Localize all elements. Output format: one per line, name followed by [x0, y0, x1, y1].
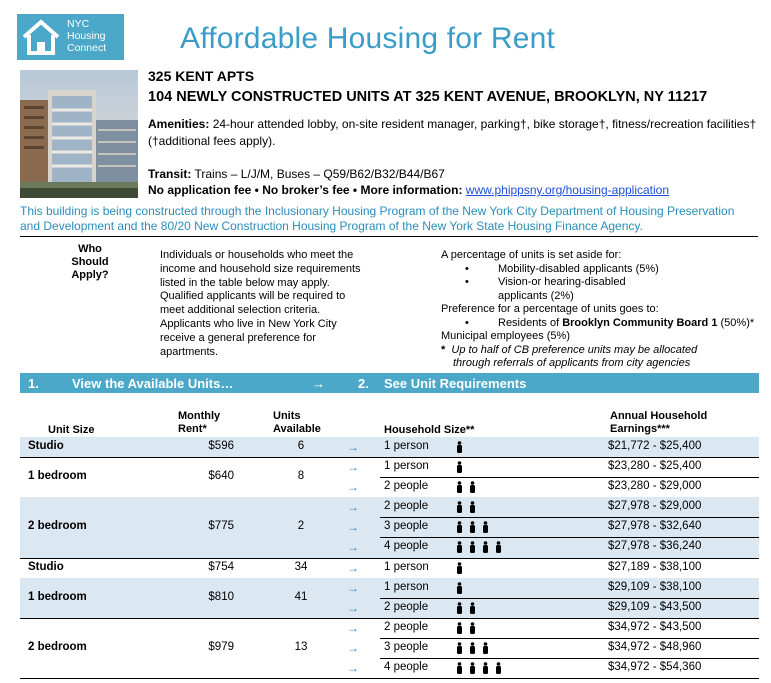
person-icon [457, 501, 462, 513]
people-icons [457, 501, 517, 514]
unit-group [20, 618, 759, 678]
person-icon [457, 481, 462, 493]
eligibility-line: Applicants who live in New York City [160, 317, 337, 330]
annual-earnings: $34,972 - $43,500 [608, 620, 702, 633]
household-size: 1 person [384, 560, 429, 573]
header-rent-line: Rent* [178, 423, 207, 435]
steps-bar [20, 373, 759, 393]
transit-label: Transit: [148, 167, 192, 181]
eligibility-line: Individuals or households who meet the [160, 249, 354, 261]
footnote [441, 344, 766, 358]
header-rent-line: Monthly [178, 410, 221, 422]
header-units-line: Available [273, 423, 321, 435]
step-1-label: View the Available Units… [72, 376, 234, 391]
household-size: 3 people [384, 640, 429, 653]
set-aside-section [441, 249, 766, 371]
step-1-number: 1. [28, 376, 39, 391]
logo-line-2: Housing [67, 30, 106, 42]
annual-earnings: $27,978 - $36,240 [608, 540, 702, 553]
footnote-star: * [441, 343, 446, 356]
arrow-icon: → [347, 520, 359, 535]
header-units [273, 410, 321, 436]
footnote-line: through referrals of applicants from city agencies [453, 357, 691, 369]
page-title: Affordable Housing for Rent [180, 22, 556, 55]
row-divider [380, 537, 759, 538]
unit-size: Studio [28, 440, 64, 453]
person-icon [470, 662, 475, 674]
header-household: Household Size** [384, 424, 475, 436]
unit-group [20, 558, 759, 578]
row-divider [380, 517, 759, 518]
unit-size: Studio [28, 560, 64, 573]
eligibility-line: Qualified applicants will be required to [160, 290, 346, 303]
people-icons [457, 562, 517, 575]
arrow-icon: → [347, 480, 359, 495]
row-divider [380, 477, 759, 478]
row-divider [20, 678, 759, 679]
person-icon [470, 522, 475, 534]
units-available: 8 [297, 470, 305, 483]
eligibility-text [160, 249, 390, 359]
amenities-label: Amenities: [148, 117, 210, 131]
people-icons [457, 441, 517, 454]
building-address: 104 NEWLY CONSTRUCTED UNITS AT 325 KENT AVENUE, BROOKLYN, NY 11217 [148, 89, 708, 105]
eligibility-line: listed in the table below may apply. [160, 276, 330, 289]
person-icon [457, 562, 462, 574]
annual-earnings: $21,772 - $25,400 [608, 440, 702, 452]
preference-intro: Preference for a percentage of units goes to: [441, 303, 659, 315]
household-size: 1 person [384, 460, 429, 473]
municipal-preference: Municipal employees (5%) [441, 330, 570, 342]
monthly-rent: $754 [208, 560, 234, 573]
unit-size: 1 bedroom [28, 470, 87, 483]
set-aside-item: • Vision-or hearing-disabled [465, 276, 626, 288]
household-size: 2 people [384, 620, 429, 633]
household-size: 2 people [384, 600, 429, 613]
eligibility-line: apartments. [160, 345, 219, 358]
row-divider [380, 598, 759, 599]
fees-info [148, 183, 669, 197]
step-2-number: 2. [358, 376, 369, 391]
person-icon [470, 542, 475, 554]
people-icons [457, 481, 517, 494]
annual-earnings: $34,972 - $54,360 [608, 661, 702, 674]
header-earnings-line: Earnings*** [610, 423, 670, 435]
who-should-apply-heading [60, 243, 120, 282]
set-aside-item: • Mobility-disabled applicants (5%) [465, 262, 659, 275]
arrow-icon: → [347, 580, 359, 595]
preference-pct: (50%)* [717, 316, 755, 329]
arrow-icon: → [312, 376, 325, 391]
arrow-icon: → [347, 600, 359, 615]
arrow-icon: → [347, 500, 359, 515]
units-available: 6 [297, 440, 305, 453]
person-icon [457, 542, 462, 554]
person-icon [457, 441, 462, 453]
eligibility-line: income and household size requirements [160, 262, 361, 275]
who-heading-line: Should [71, 256, 109, 268]
annual-earnings: $27,189 - $38,100 [608, 560, 702, 573]
household-size: 2 people [384, 500, 429, 513]
people-icons [457, 461, 517, 474]
person-icon [457, 582, 462, 594]
header-earnings [610, 410, 707, 436]
eligibility-line: meet additional selection criteria. [160, 304, 321, 317]
monthly-rent: $810 [208, 590, 234, 603]
household-size: 2 people [384, 480, 429, 493]
footnote-line: Up to half of CB preference units may be allocated [451, 343, 698, 356]
person-icon [470, 481, 475, 493]
annual-earnings: $23,280 - $25,400 [608, 460, 702, 473]
house-icon [21, 18, 61, 56]
arrow-icon: → [347, 460, 359, 475]
annual-earnings: $27,978 - $32,640 [608, 520, 702, 533]
header-rent [178, 410, 220, 436]
transit-text: Trains – L/J/M, Buses – Q59/B62/B32/B44/B67 [194, 167, 445, 181]
person-icon [470, 602, 475, 614]
person-icon [483, 642, 488, 654]
person-icon [470, 642, 475, 654]
building-photo [20, 70, 138, 198]
annual-earnings: $27,978 - $29,000 [608, 500, 702, 513]
set-aside-intro: A percentage of units is set aside for: [441, 249, 622, 261]
arrow-icon: → [347, 440, 359, 454]
nyc-housing-connect-logo [17, 14, 124, 60]
amenities-text: 24-hour attended lobby, on-site resident manager, parking†, bike storage†, fitness/recreation facilities† (†additional fees apply). [148, 117, 757, 148]
header-units-line: Units [273, 410, 301, 422]
row-divider [380, 658, 759, 659]
logo-line-3: Connect [67, 42, 107, 54]
header-earnings-line: Annual Household [610, 410, 708, 422]
preference-item: • Residents of Brooklyn Community Board 1 (50%)* [465, 316, 755, 329]
people-icons [457, 521, 517, 534]
row-divider [380, 638, 759, 639]
info-link[interactable]: www.phippsny.org/housing-application [465, 183, 670, 197]
arrow-icon: → [347, 560, 359, 575]
people-icons [457, 602, 517, 615]
unit-group [20, 437, 759, 457]
step-2-label: See Unit Requirements [384, 376, 527, 391]
set-aside-item-text: Vision-or hearing-disabled [498, 276, 626, 288]
household-size: 3 people [384, 520, 429, 533]
logo-line-1: NYC [67, 18, 90, 30]
people-icons [457, 541, 517, 554]
monthly-rent: $640 [208, 470, 234, 483]
person-icon [457, 602, 462, 614]
people-icons [457, 662, 517, 675]
people-icons [457, 622, 517, 635]
household-size: 4 people [384, 661, 429, 674]
unit-group [20, 497, 759, 557]
arrow-icon: → [347, 640, 359, 655]
person-icon [457, 662, 462, 674]
household-size: 1 person [384, 580, 429, 593]
row-divider-wrap [20, 678, 759, 679]
person-icon [457, 461, 462, 473]
person-icon [457, 622, 462, 634]
units-available: 34 [294, 560, 308, 573]
annual-earnings: $34,972 - $48,960 [608, 640, 702, 653]
people-icons [457, 582, 517, 595]
people-icons [457, 642, 517, 655]
annual-earnings: $29,109 - $43,500 [608, 600, 702, 613]
monthly-rent: $596 [208, 440, 234, 453]
set-aside-item-cont: applicants (2%) [498, 289, 574, 302]
set-aside-item-text: Mobility-disabled applicants (5%) [498, 262, 659, 275]
person-icon [470, 501, 475, 513]
person-icon [483, 522, 488, 534]
units-available: 41 [294, 590, 308, 603]
person-icon [470, 622, 475, 634]
person-icon [457, 642, 462, 654]
arrow-icon: → [347, 540, 359, 555]
household-size: 1 person [384, 440, 429, 452]
amenities [148, 116, 758, 150]
building-name: 325 KENT APTS [148, 68, 255, 84]
preference-text: Residents of [498, 316, 563, 329]
unit-size: 2 bedroom [28, 520, 87, 533]
annual-earnings: $23,280 - $29,000 [608, 480, 702, 493]
person-icon [483, 542, 488, 554]
unit-size: 1 bedroom [28, 590, 87, 603]
person-icon [496, 662, 501, 674]
person-icon [483, 662, 488, 674]
who-heading-line: Apply? [71, 269, 109, 281]
monthly-rent: $979 [208, 641, 234, 654]
arrow-icon: → [347, 661, 359, 676]
unit-size: 2 bedroom [28, 641, 87, 654]
transit [148, 167, 445, 181]
eligibility-line: receive a general preference for [160, 331, 316, 344]
annual-earnings: $29,109 - $38,100 [608, 580, 702, 593]
arrow-icon: → [347, 620, 359, 635]
household-size: 4 people [384, 540, 429, 553]
footnote-cont [441, 357, 766, 371]
person-icon [457, 522, 462, 534]
monthly-rent: $775 [208, 520, 234, 533]
divider [20, 236, 758, 237]
units-available: 13 [294, 641, 308, 654]
unit-group [20, 578, 759, 618]
unit-group [20, 457, 759, 497]
program-description: This building is being constructed through the Inclusionary Housing Program of the New York City Department of Housing Preservation and Development and the 80/20 New Construction Housing Program of the New York State Housing Finance Agency. [20, 204, 735, 233]
community-board: Brooklyn Community Board 1 [562, 316, 718, 329]
fees-text: No application fee • No broker’s fee • More information: [148, 183, 463, 197]
person-icon [496, 542, 501, 554]
units-available: 2 [297, 520, 305, 533]
who-heading-line: Who [78, 243, 102, 255]
header-unit-size: Unit Size [48, 424, 95, 436]
